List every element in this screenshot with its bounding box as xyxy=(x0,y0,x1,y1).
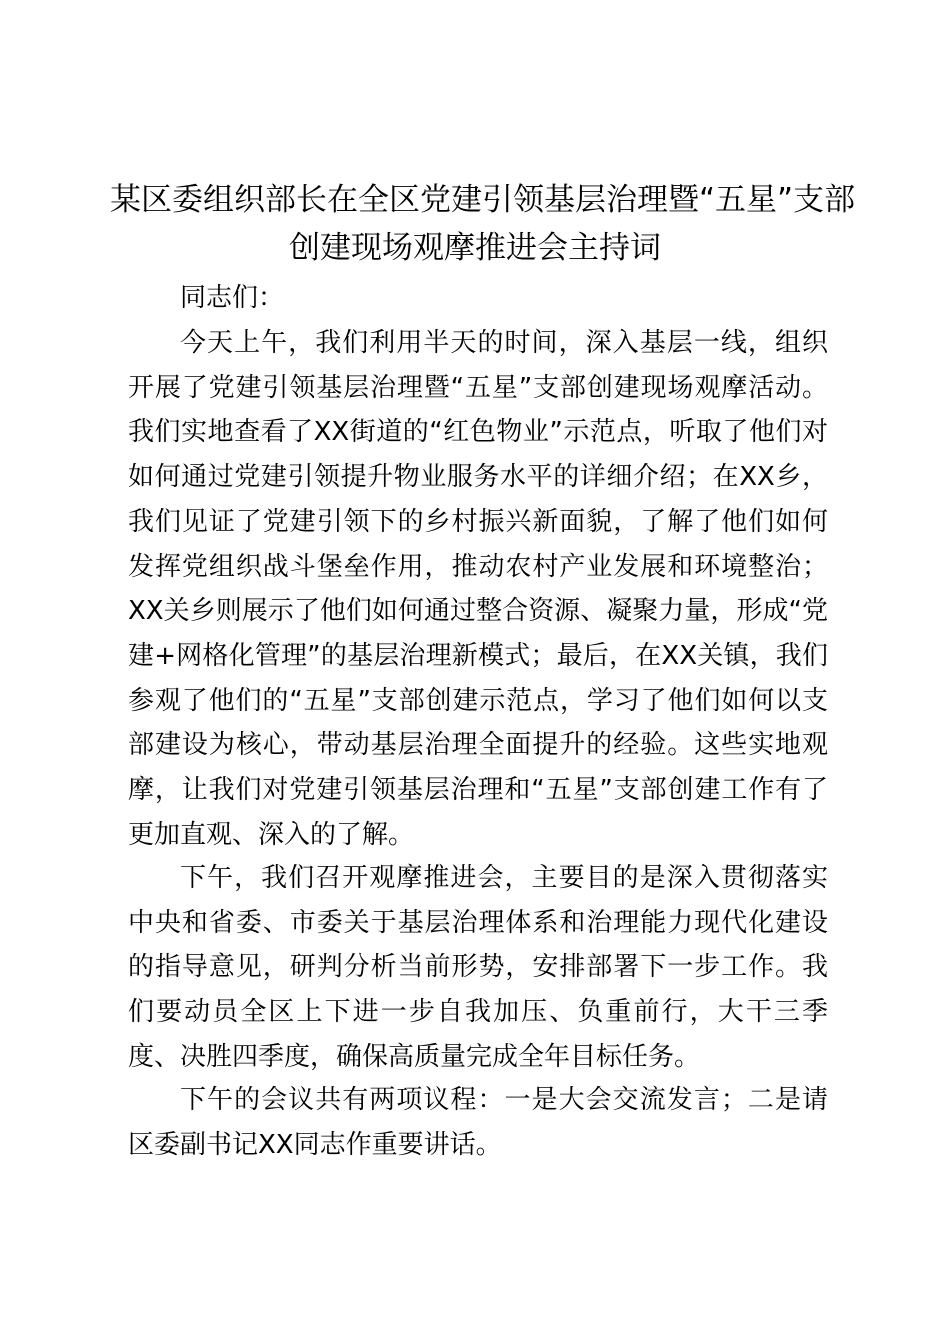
paragraph-2: 下午，我们召开观摩推进会，主要目的是深入贯彻落实中央和省委、市委关于基层治理体系和治理能力现代化建设的指导意见，研判分析当前形势，安排部署下一步工作。我们要动员全区上下进一步自我加压、负重前行，大干三季度、决胜四季度，确保高质量完成全年目标任务。 xyxy=(128,863,828,1072)
document-title-line-2: 创建现场观摩推进会主持词 xyxy=(289,230,661,266)
document-title-line-1: 某区委组织部长在全区党建引领基层治理暨“五星”支部 xyxy=(110,182,856,218)
paragraph-1: 今天上午，我们利用半天的时间，深入基层一线，组织开展了党建引领基层治理暨“五星”支部创建现场观摩活动。我们实地查看了XX街道的“红色物业”示范点，听取了他们对如何通过党建引领提升物业服务水平的详细介绍；在XX乡，我们见证了党建引领下的乡村振兴新面貌，了解了他们如何发挥党组织战斗堡垒作用，推动农村产业发展和环境整治；XX关乡则展示了他们如何通过整合资源、凝聚力量，形成“党建+网格化管理”的基层治理新模式；最后，在XX关镇，我们参观了他们的“五星”支部创建示范点，学习了他们如何以支部建设为核心，带动基层治理全面提升的经验。这些实地观摩，让我们对党建引领基层治理和“五星”支部创建工作有了更加直观、深入的了解。 xyxy=(128,328,828,850)
salutation: 同志们： xyxy=(180,283,285,313)
paragraph-3: 下午的会议共有两项议程：一是大会交流发言；二是请区委副书记XX同志作重要讲话。 xyxy=(128,1085,828,1160)
